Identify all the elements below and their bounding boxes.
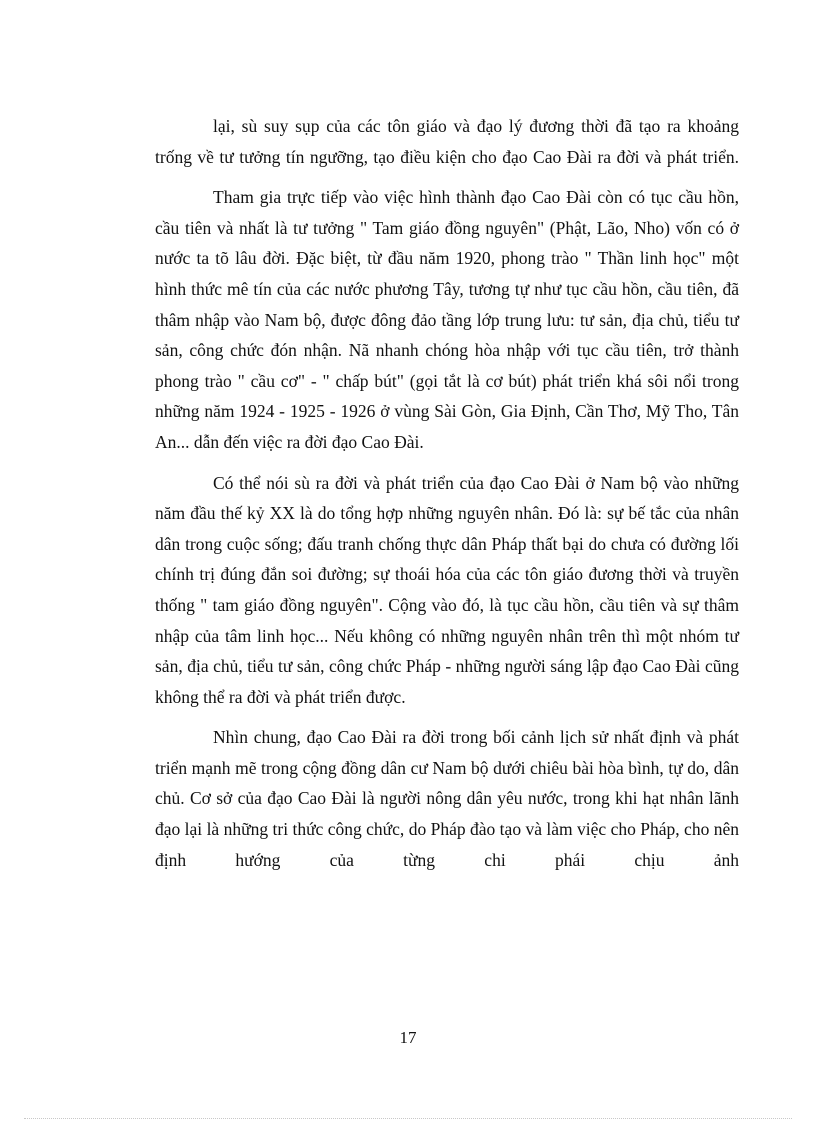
body-text (155, 111, 739, 875)
paragraph-4: Nhìn chung, đạo Cao Đài ra đời trong bối cảnh lịch sử nhất định và phát triển mạnh mẽ trong cộng đồng dân cư Nam bộ dưới chiêu bài hòa bình, tự do, dân chủ. Cơ sở của đạo Cao Đài là người nông dân yêu nước, trong khi hạt nhân lãnh đạo lại là những tri thức công chức, do Pháp đào tạo và làm việc cho Pháp, cho nên định hướng của từng chi phái chịu ảnh (155, 727, 739, 870)
page-bottom-divider (24, 1118, 792, 1119)
paragraph-3: Có thể nói sù ra đời và phát triển của đạo Cao Đài ở Nam bộ vào những năm đầu thế kỷ XX là do tổng hợp những nguyên nhân. Đó là: sự bế tắc của nhân dân trong cuộc sống; đấu tranh chống thực dân Pháp thất bại do chưa có đường lối chính trị đúng đắn soi đường; sự thoái hóa của các tôn giáo đương thời và truyền thống " tam giáo đồng nguyên". Cộng vào đó, là tục cầu hồn, cầu tiên và sự thâm nhập của tâm linh học... Nếu không có những nguyên nhân trên thì một nhóm tư sản, địa chủ, tiểu tư sản, công chức Pháp - những người sáng lập đạo Cao Đài cũng không thể ra đời và phát triển được. (155, 472, 739, 707)
paragraph-2: Tham gia trực tiếp vào việc hình thành đạo Cao Đài còn có tục cầu hồn, cầu tiên và nhất là tư tưởng " Tam giáo đồng nguyên" (Phật, Lão, Nho) vốn có ở nước ta tõ lâu đời. Đặc biệt, từ đầu năm 1920, phong trào " Thần linh học" một hình thức mê tín của các nước phương Tây, tương tự như tục cầu hồn, cầu tiên, đã thâm nhập vào Nam bộ, được đông đảo tầng lớp trung lưu: tư sản, địa chủ, tiểu tư sản, công chức đón nhận. Nã nhanh chóng hòa nhập với tục cầu tiên, trở thành phong trào " cầu cơ" - " chấp bút" (gọi tắt là cơ bút) phát triển khá sôi nổi trong những năm 1924 - 1925 - 1926 ở vùng Sài Gòn, Gia Định, Cần Thơ, Mỹ Tho, Tân An... dẫn đến việc ra đời đạo Cao Đài. (155, 187, 739, 452)
paragraph-1: lại, sù suy sụp của các tôn giáo và đạo lý đương thời đã tạo ra khoảng trống về tư tưởng tín ngưỡng, tạo điều kiện cho đạo Cao Đài ra đời và phát triển. (155, 116, 739, 167)
page-number: 17 (399, 1028, 417, 1047)
